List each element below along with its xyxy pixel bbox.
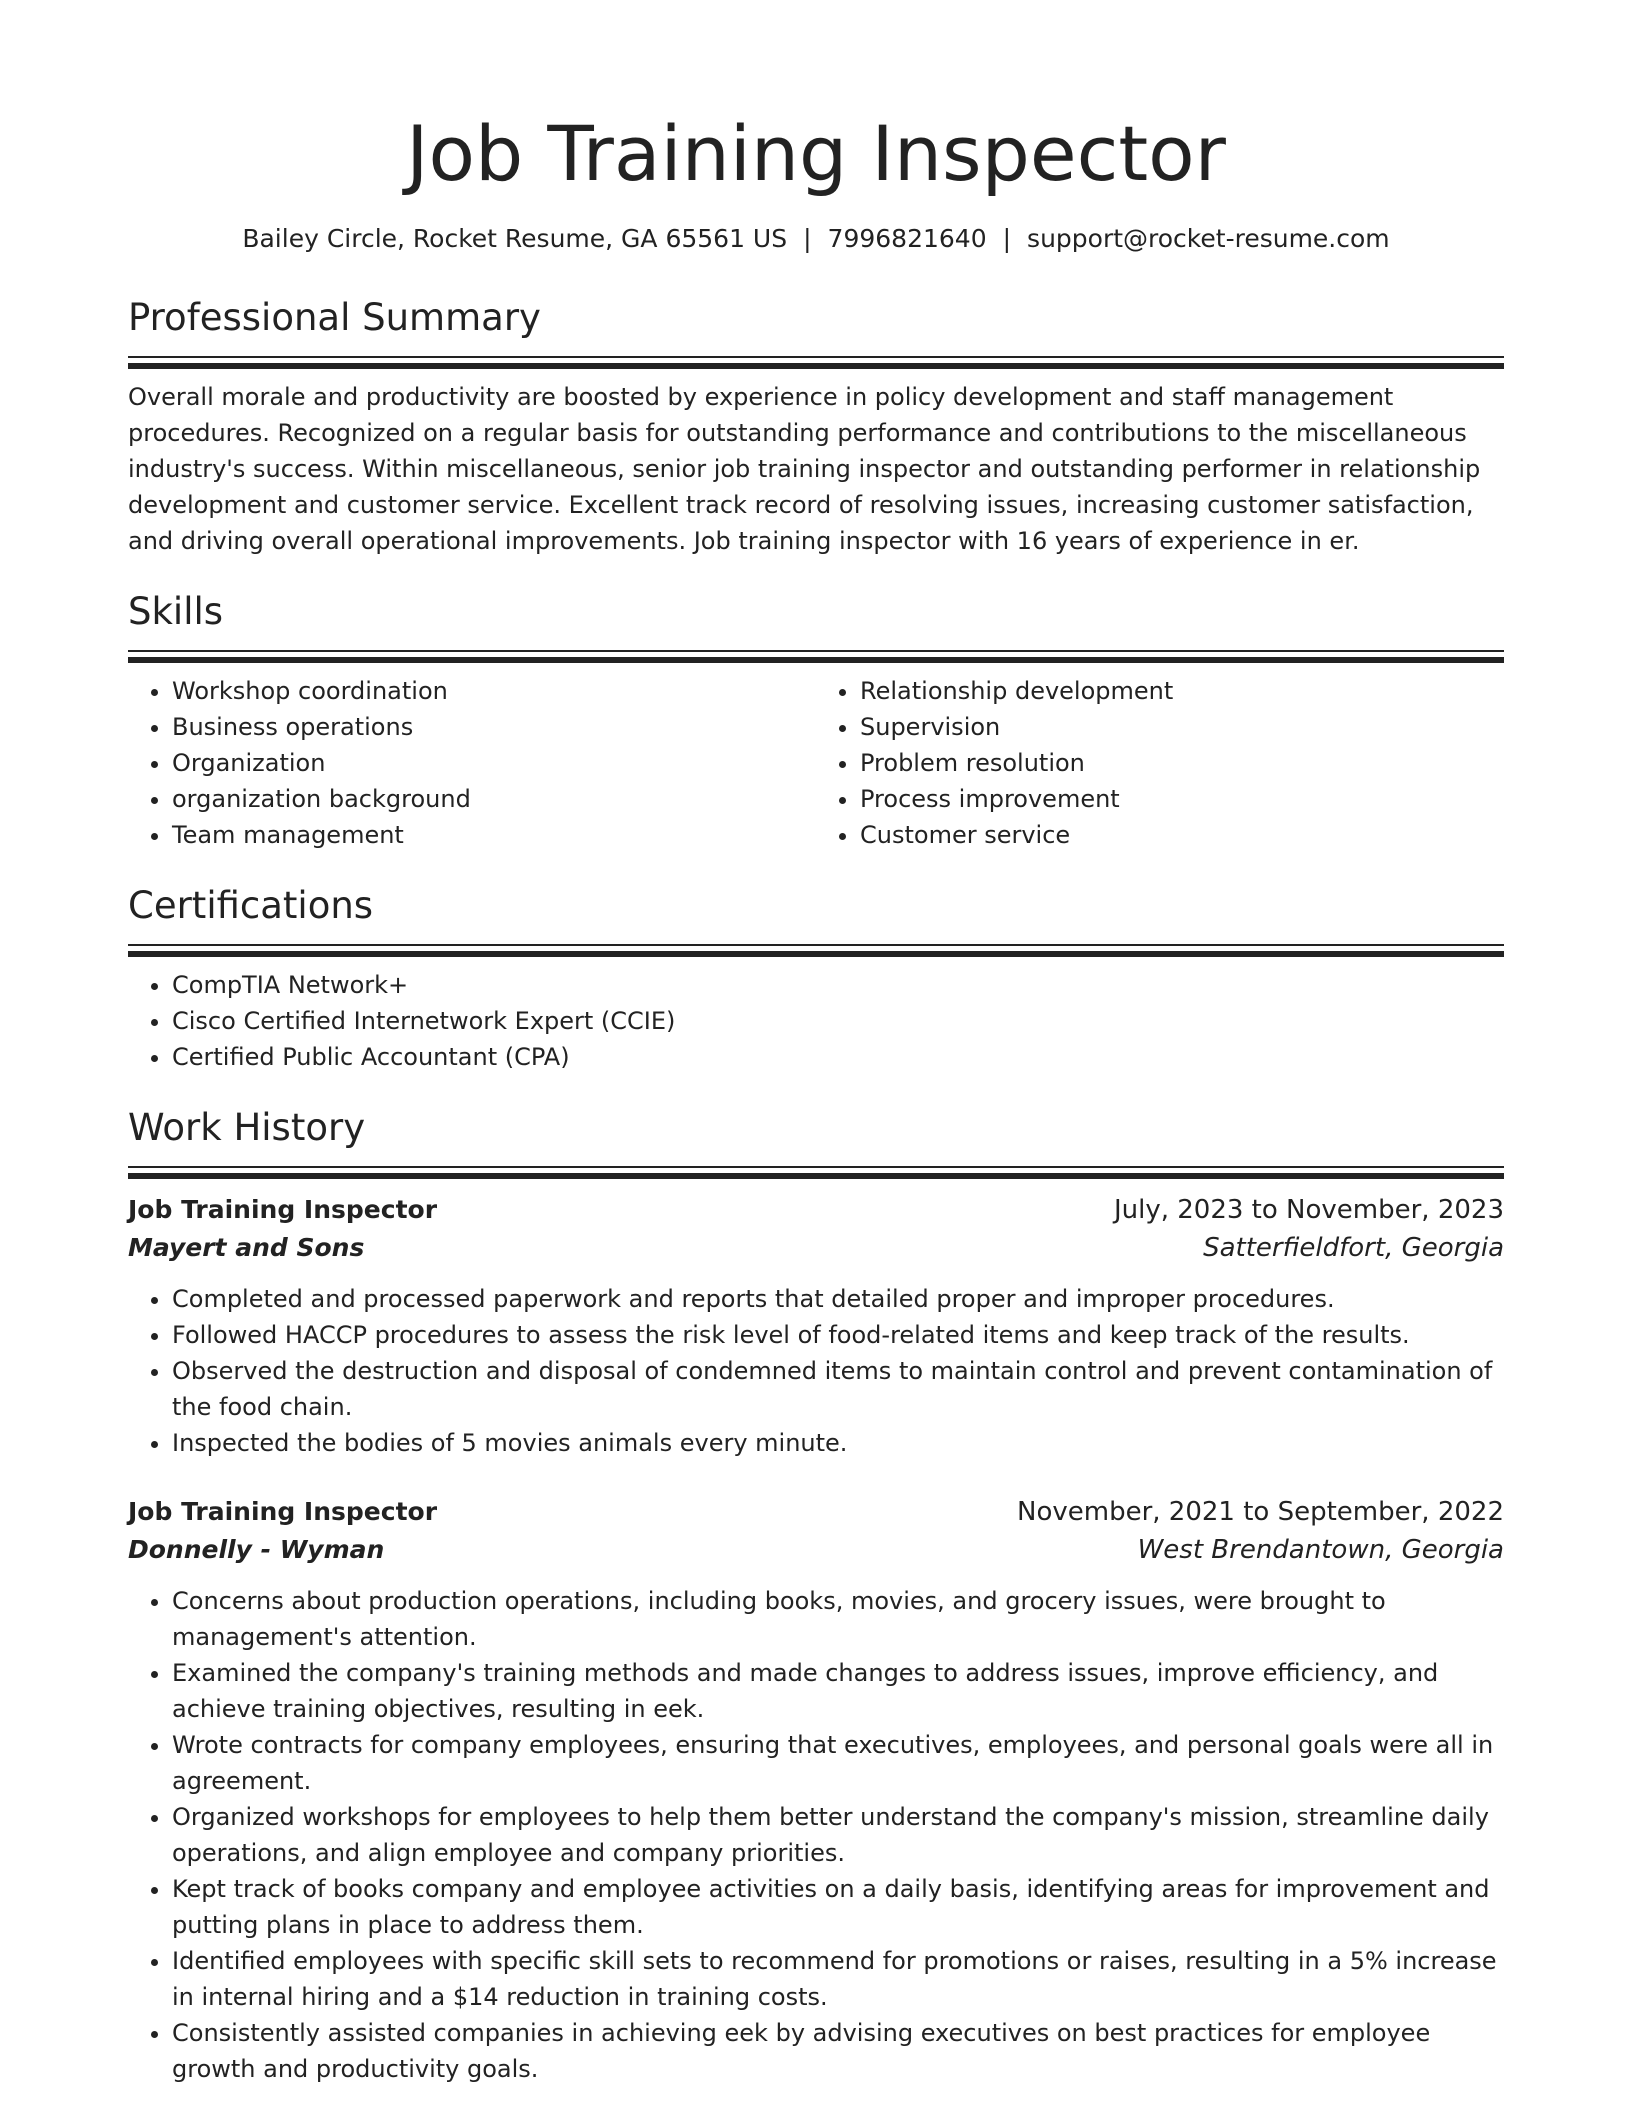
skill-item: • Supervision — [860, 709, 1504, 745]
skills-section — [128, 590, 1504, 853]
section-title-summary: Professional Summary — [128, 296, 541, 339]
job-bullet: • Wrote contracts for company employees, ensuring that executives, employees, and personal goals were all in agreement. — [172, 1727, 1504, 1799]
skill-item: • Business operations — [172, 709, 816, 745]
contact-address: Bailey Circle, Rocket Resume, GA 65561 US — [242, 224, 788, 253]
job-bullet: • Observed the destruction and disposal of condemned items to maintain control and prevent contamination of the food chain. — [172, 1353, 1504, 1425]
skills-columns — [128, 673, 1504, 853]
summary-section — [128, 296, 1504, 559]
skills-list-left — [128, 673, 816, 853]
certifications-section — [128, 884, 1504, 1075]
candidate-name: Job Training Inspector — [406, 109, 1226, 198]
job-entry — [128, 1493, 1504, 2087]
skill-item: • Process improvement — [860, 781, 1504, 817]
skill-item: • Workshop coordination — [172, 673, 816, 709]
job-bullet: • Consistently assisted companies in achieving eek by advising executives on best practices for employee growth and productivity goals. — [172, 2015, 1504, 2087]
job-subheader — [128, 1229, 1504, 1267]
section-divider — [128, 650, 1504, 661]
job-bullet: • Organized workshops for employees to help them better understand the company's mission, streamline daily operations, and align employee and company priorities. — [172, 1799, 1504, 1871]
job-bullets — [128, 1281, 1504, 1461]
job-header — [128, 1191, 1504, 1229]
job-bullets — [128, 1583, 1504, 2087]
job-bullet: • Inspected the bodies of 5 movies animals every minute. — [172, 1425, 1504, 1461]
contact-email: support@rocket-resume.com — [1027, 224, 1390, 253]
contact-phone: 7996821640 — [827, 224, 987, 253]
job-bullet: • Examined the company's training methods and made changes to address issues, improve efficiency, and achieve training objectives, resulting in eek. — [172, 1655, 1504, 1727]
section-divider — [128, 356, 1504, 367]
job-dates: November, 2021 to September, 2022 — [1017, 1497, 1504, 1527]
contact-line — [128, 226, 1504, 251]
job-bullet: • Concerns about production operations, including books, movies, and grocery issues, were brought to management's attention. — [172, 1583, 1504, 1655]
work-history-section — [128, 1106, 1504, 2087]
resume-page — [128, 109, 1504, 2087]
certification-item: • Certified Public Accountant (CPA) — [172, 1039, 1504, 1075]
job-location: Satterfieldfort, Georgia — [1203, 1233, 1504, 1263]
certification-item: • CompTIA Network+ — [172, 967, 1504, 1003]
certification-item: • Cisco Certified Internetwork Expert (CCIE) — [172, 1003, 1504, 1039]
job-location: West Brendantown, Georgia — [1137, 1535, 1504, 1565]
skill-item: • Organization — [172, 745, 816, 781]
job-bullet: • Kept track of books company and employee activities on a daily basis, identifying areas for improvement and putting plans in place to address them. — [172, 1871, 1504, 1943]
job-dates: July, 2023 to November, 2023 — [1113, 1195, 1504, 1225]
skill-item: • Customer service — [860, 817, 1504, 853]
section-title-certifications: Certifications — [128, 884, 374, 927]
job-bullet: • Completed and processed paperwork and reports that detailed proper and improper procedures. — [172, 1281, 1504, 1317]
section-title-work-history: Work History — [128, 1106, 366, 1149]
skills-list-right — [816, 673, 1504, 853]
job-entry — [128, 1191, 1504, 1461]
contact-separator: | — [1002, 224, 1012, 253]
job-title: Job Training Inspector — [128, 1195, 438, 1224]
job-header — [128, 1493, 1504, 1531]
section-divider — [128, 944, 1504, 955]
skill-item: • Relationship development — [860, 673, 1504, 709]
contact-separator: | — [803, 224, 812, 253]
skill-item: • organization background — [172, 781, 816, 817]
job-subheader — [128, 1531, 1504, 1569]
job-company: Mayert and Sons — [128, 1233, 365, 1262]
job-bullet: • Identified employees with specific skill sets to recommend for promotions or raises, resulting in a 5% increase in internal hiring and a $14 reduction in training costs. — [172, 1943, 1504, 2015]
job-bullet: • Followed HACCP procedures to assess the risk level of food-related items and keep track of the results. — [172, 1317, 1504, 1353]
job-company: Donnelly - Wyman — [128, 1535, 385, 1564]
summary-text: Overall morale and productivity are boosted by experience in policy development and staff management procedures. Recognized on a regular basis for outstanding performance and contributions to the miscellaneous industry's success. Within miscellaneous, senior job training inspector and outstanding performer in relationship development and customer service. Excellent track record of resolving issues, increasing customer satisfaction, and driving overall operational improvements. Job training inspector with 16 years of experience in er. — [128, 383, 1481, 555]
section-title-skills: Skills — [128, 590, 224, 633]
section-divider — [128, 1166, 1504, 1177]
job-title: Job Training Inspector — [128, 1497, 438, 1526]
skill-item: • Team management — [172, 817, 816, 853]
certifications-list — [128, 967, 1504, 1075]
skill-item: • Problem resolution — [860, 745, 1504, 781]
